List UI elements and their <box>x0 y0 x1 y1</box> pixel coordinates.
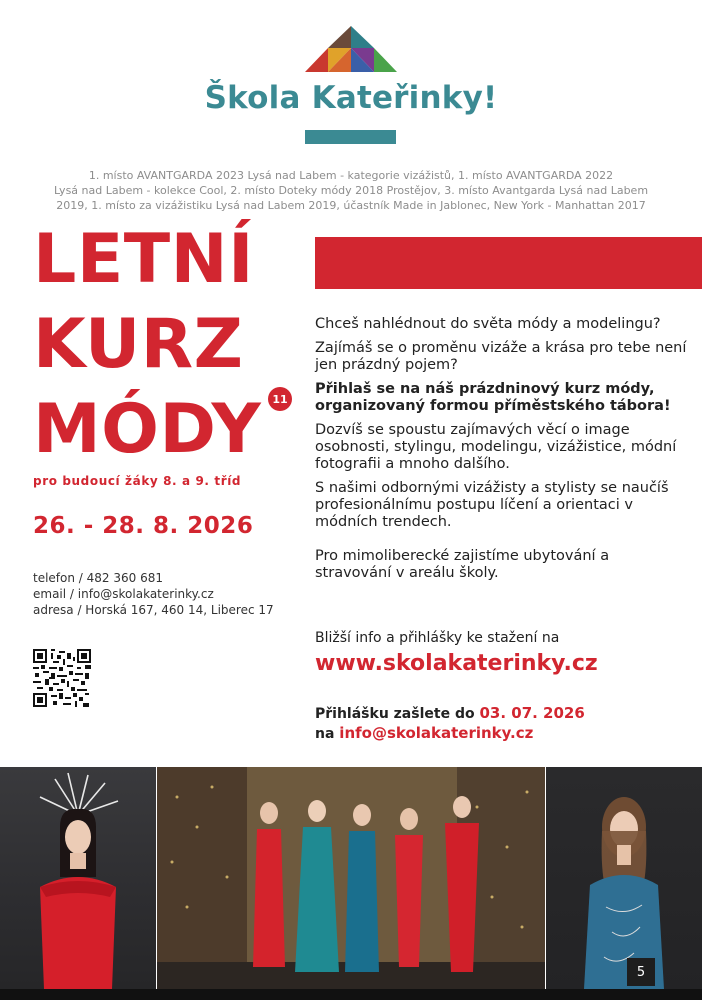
deadline-to: na <box>315 726 335 742</box>
awards-line: 2019, 1. místo za vizážistiku Lysá nad Labem 2019, účastník Made in Jablonec, New York - Manhattan 2017 <box>56 199 646 212</box>
logo-underline <box>305 130 396 144</box>
photo-group-models <box>157 767 545 989</box>
deadline-block <box>315 704 585 744</box>
awards-line: 1. místo AVANTGARDA 2023 Lysá nad Labem - kategorie vizážistů, 1. místo AVANTGARDA 2022 <box>88 169 614 182</box>
deadline-date: 03. 07. 2026 <box>479 704 585 722</box>
awards-line: Lysá nad Labem - kolekce Cool, 2. místo Doteky módy 2018 Prostějov, 3. místo Avantgarda Lysá nad Labem <box>53 184 649 197</box>
photo-strip <box>0 767 702 989</box>
qr-code[interactable] <box>33 649 91 707</box>
contact-phone: telefon / 482 360 681 <box>33 571 163 585</box>
bottom-strip <box>0 989 702 1000</box>
photo-model-red-dress <box>0 767 156 989</box>
age-badge: 11 <box>268 387 292 411</box>
title-line-1: LETNÍ <box>33 220 254 299</box>
contact-block <box>33 570 274 618</box>
deadline-label: Přihlášku zašlete do <box>315 706 475 722</box>
red-accent-bar <box>315 237 702 289</box>
description-p2: Zajímáš se o proměnu vizáže a krása pro tebe není jen prázdný pojem? <box>315 340 687 373</box>
website-link[interactable]: www.skolakaterinky.cz <box>315 651 598 676</box>
title-line-3: MÓDY <box>33 390 262 469</box>
page-number: 5 <box>627 958 655 986</box>
deadline-email[interactable]: info@skolakaterinky.cz <box>339 724 534 742</box>
school-logo <box>305 26 397 72</box>
description-p6: Pro mimoliberecké zajistíme ubytování a stravování v areálu školy. <box>315 548 610 581</box>
description-p5: S našimi odbornými vizážisty a stylisty se naučíš profesionálnímu postupu líčení a orientaci v módních trendech. <box>315 480 669 530</box>
awards-text <box>40 168 662 213</box>
description-p4: Dozvíš se spoustu zajímavých věcí o image osobnosti, stylingu, modelingu, vizážistice, módní fotografii a mnoho dalšího. <box>315 422 677 472</box>
contact-email[interactable]: email / info@skolakaterinky.cz <box>33 587 214 601</box>
title-line-2: KURZ <box>33 305 244 384</box>
school-name: Škola Kateřinky! <box>204 80 498 116</box>
course-dates: 26. - 28. 8. 2026 <box>33 513 254 539</box>
description-p3: Přihlaš se na náš prázdninový kurz módy, organizovaný formou příměstského tábora! <box>315 381 671 414</box>
course-subtitle: pro budoucí žáky 8. a 9. tříd <box>33 474 242 488</box>
info-label: Bližší info a přihlášky ke stažení na <box>315 630 560 646</box>
photo-model-blue-dress <box>546 767 702 989</box>
course-description <box>315 316 687 589</box>
description-p1: Chceš nahlédnout do světa módy a modelingu? <box>315 316 661 332</box>
contact-address: adresa / Horská 167, 460 14, Liberec 17 <box>33 603 274 617</box>
